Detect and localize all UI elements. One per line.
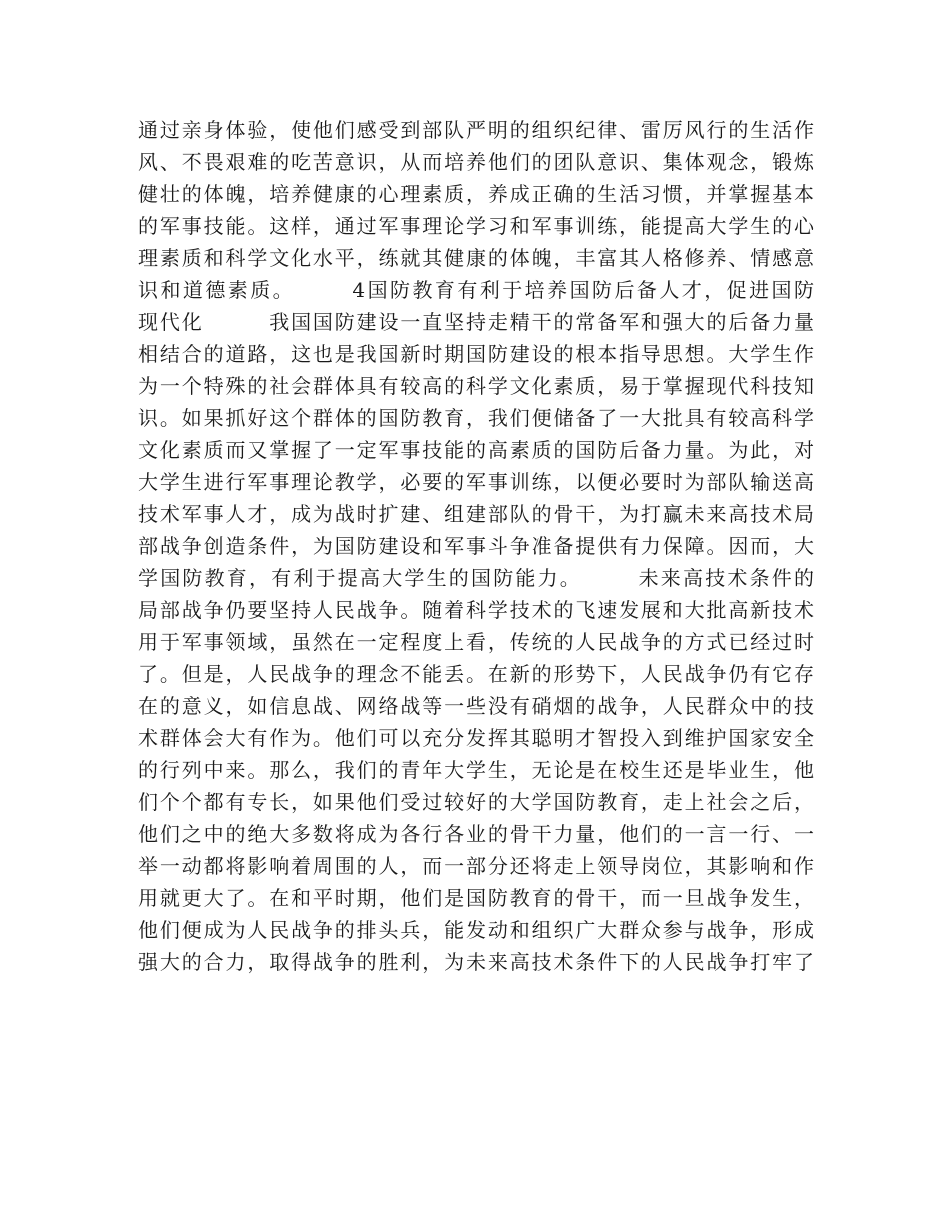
text-line: 大学生进行军事理论教学，必要的军事训练，以便必要时为部队输送高 [138, 470, 814, 494]
text-line: 识。如果抓好这个群体的国防教育，我们便储备了一大批具有较高科学 [138, 406, 814, 430]
text-line: 技术军事人才，成为战时扩建、组建部队的骨干，为打赢未来高技术局 [138, 502, 814, 526]
text-line: 用就更大了。在和平时期，他们是国防教育的骨干，而一旦战争发生， [138, 886, 814, 910]
text-line: 理素质和科学文化水平，练就其健康的体魄，丰富其人格修养、情感意 [138, 246, 814, 270]
text-line: 他们之中的绝大多数将成为各行各业的骨干力量，他们的一言一行、一 [138, 822, 814, 846]
text-line: 学国防教育，有利于提高大学生的国防能力。 未来高技术条件的 [138, 566, 814, 590]
text-line: 相结合的道路，这也是我国新时期国防建设的根本指导思想。大学生作 [138, 342, 814, 366]
text-line: 的军事技能。这样，通过军事理论学习和军事训练，能提高大学生的心 [138, 214, 814, 238]
text-line: 在的意义，如信息战、网络战等一些没有硝烟的战争，人民群众中的技 [138, 694, 814, 718]
text-line: 举一动都将影响着周围的人，而一部分还将走上领导岗位，其影响和作 [138, 854, 814, 878]
text-line: 了。但是，人民战争的理念不能丢。在新的形势下，人民战争仍有它存 [138, 662, 814, 686]
text-line: 强大的合力，取得战争的胜利，为未来高技术条件下的人民战争打牢了 [138, 950, 814, 974]
text-line: 的行列中来。那么，我们的青年大学生，无论是在校生还是毕业生，他 [138, 758, 814, 782]
text-line: 术群体会大有作为。他们可以充分发挥其聪明才智投入到维护国家安全 [138, 726, 814, 750]
text-line: 为一个特殊的社会群体具有较高的科学文化素质，易于掌握现代科技知 [138, 374, 814, 398]
text-line: 现代化 我国国防建设一直坚持走精干的常备军和强大的后备力量 [138, 310, 814, 334]
text-line: 健壮的体魄，培养健康的心理素质，养成正确的生活习惯，并掌握基本 [138, 182, 814, 206]
text-line: 局部战争仍要坚持人民战争。随着科学技术的飞速发展和大批高新技术 [138, 598, 814, 622]
body-text [138, 114, 814, 978]
text-line: 用于军事领域，虽然在一定程度上看，传统的人民战争的方式已经过时 [138, 630, 814, 654]
text-line: 他们便成为人民战争的排头兵，能发动和组织广大群众参与战争，形成 [138, 918, 814, 942]
text-line: 风、不畏艰难的吃苦意识，从而培养他们的团队意识、集体观念，锻炼 [138, 150, 814, 174]
text-line: 文化素质而又掌握了一定军事技能的高素质的国防后备力量。为此，对 [138, 438, 814, 462]
text-line: 通过亲身体验，使他们感受到部队严明的组织纪律、雷厉风行的生活作 [138, 118, 814, 142]
text-line: 识和道德素质。 4国防教育有利于培养国防后备人才，促进国防 [138, 278, 814, 302]
text-line: 部战争创造条件，为国防建设和军事斗争准备提供有力保障。因而，大 [138, 534, 814, 558]
text-line: 们个个都有专长，如果他们受过较好的大学国防教育，走上社会之后， [138, 790, 814, 814]
